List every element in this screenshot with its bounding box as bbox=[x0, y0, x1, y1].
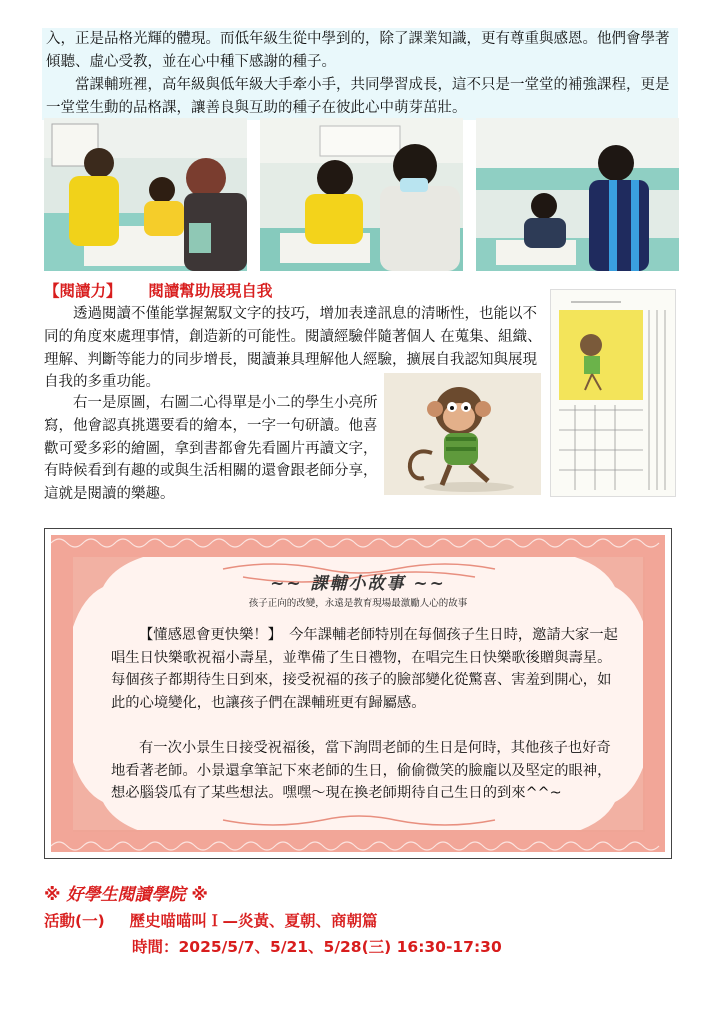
reading-paragraph-2: 右一是原圖，右圖二心得單是小二的學生小亮所寫，他會認真挑選要看的繪本，一字一句研讀。他喜歡可愛多彩的繪圖，拿到書都會先看圖片再讀文字，有時候看到有趣的或與生活相關的還會跟老師分享，這就是閱讀的樂趣。 bbox=[44, 395, 378, 503]
story-subtitle: 孩子正向的改變，永遠是教育現場最激勵人心的故事 bbox=[248, 598, 468, 609]
picture-book-monkey-image bbox=[384, 373, 541, 495]
photo-teacher-helping bbox=[44, 118, 247, 271]
reading-heading-title: 閱讀幫助展現自我 bbox=[148, 282, 273, 300]
activity-name: 歷史喵喵叫Ｉ—炎黃、夏朝、商朝篇 bbox=[129, 912, 378, 930]
activity-line bbox=[44, 909, 378, 931]
intro-fragment: 入，正是品格光輝的體現。而低年級生從中學到的，除了課業知識，更有尊重與感恩。他們會學著傾聽、虛心受教，並在心中種下感謝的種子。 bbox=[46, 31, 670, 70]
activity-label: 活動(一) bbox=[44, 912, 105, 930]
story-paragraph-2: 有一次小景生日接受祝福後，當下詢問老師的生日是何時，其他孩子也好奇地看著老師。小景還拿筆記下來老師的生日，偷偷微笑的臉龐以及堅定的眼神，想必腦袋瓜有了某些想法。嘿嘿～現在換老師期待自己生日的到來^^~ bbox=[111, 740, 612, 801]
student-reading-worksheet-image bbox=[550, 289, 676, 497]
photo-students-classroom bbox=[476, 118, 679, 271]
intro-section bbox=[42, 28, 678, 120]
story-paragraph-1: 【懂感恩會更快樂！】 今年課輔老師特別在每個孩子生日時，邀請大家一起唱生日快樂歌祝福小壽星，並準備了生日禮物，在唱完生日快樂歌後贈與壽星。每個孩子都期待生日到來，接受祝福的孩子的臉部變化從驚喜、害羞到開心，如此的心境變化，也讓孩子們在課輔班更有歸屬感。 bbox=[111, 627, 618, 711]
academy-title: ※ 好學生閱讀學院 ※ bbox=[44, 885, 208, 905]
reading-paragraph-1: 透過閱讀不僅能掌握駕馭文字的技巧，增加表達訊息的清晰性，也能以不同的角度來處理事情，創造新的可能性。閱讀經驗伴隨著個人 在蒐集、組織、理解、判斷等能力的同步增長，閱讀兼具理解他人經驗，擴展自我認知與展現自我的多重功能。 bbox=[44, 306, 542, 391]
reading-heading bbox=[44, 279, 272, 301]
activity-time: 時間：2025/5/7、5/21、5/28(三) 16:30-17:30 bbox=[132, 938, 502, 956]
intro-paragraph: 當課輔班裡，高年級與低年級大手牽小手，共同學習成長，這不只是一堂堂的補強課程，更是一堂堂生動的品格課，讓善良與互助的種子在彼此心中萌芽茁壯。 bbox=[46, 77, 670, 116]
story-box bbox=[44, 528, 672, 859]
reading-heading-bracket: 【閱讀力】 bbox=[44, 282, 122, 300]
photo-students-writing bbox=[260, 118, 463, 271]
story-title: ~~ 課輔小故事 ~~ bbox=[270, 574, 446, 594]
